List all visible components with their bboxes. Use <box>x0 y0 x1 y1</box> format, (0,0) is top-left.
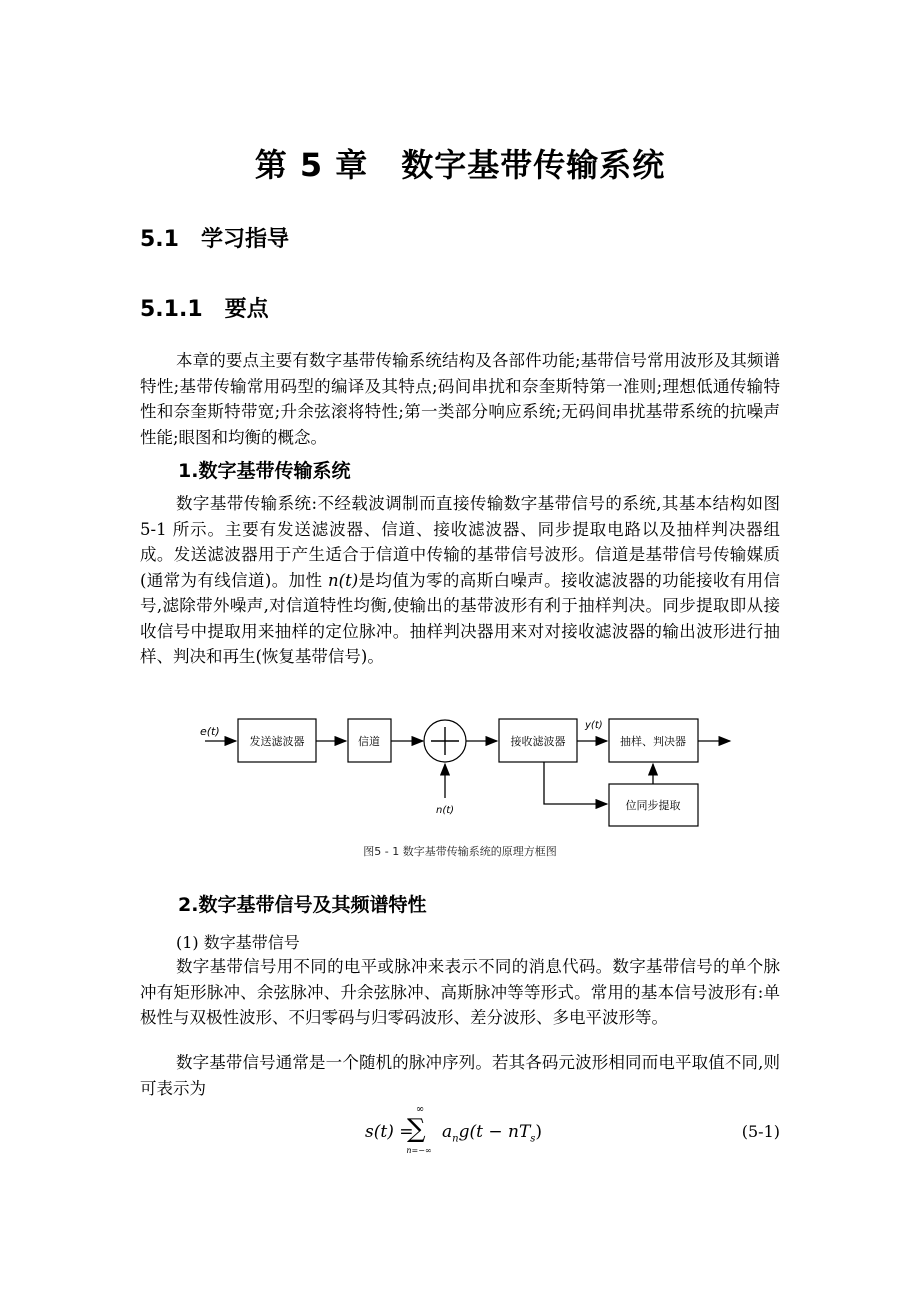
paragraph-signal-forms: 数字基带信号用不同的电平或脉冲来表示不同的消息代码。数字基带信号的单个脉冲有矩形脉冲、余弦脉冲、升余弦脉冲、高斯脉冲等等形式。常用的基本信号波形有:单极性与双极性波形、不归零码与归零码波形、差分波形、多电平波形等。 <box>140 957 780 1027</box>
equation-5-1 <box>360 1104 780 1158</box>
chapter-title: 第 5 章 数字基带传输系统 <box>254 146 666 184</box>
rx-filter-label: 接收滤波器 <box>510 735 566 748</box>
item-baseband-signal: (1) 数字基带信号 <box>176 933 300 952</box>
eq-lhs: s(t) = <box>365 1122 414 1142</box>
block-diagram <box>190 708 750 833</box>
eq-upper-limit: ∞ <box>415 1104 425 1115</box>
eq-sum-symbol: ∑ <box>407 1114 426 1144</box>
subsection-heading: 5.1.1 要点 <box>140 297 269 322</box>
p1-text-b: 是均值为零的高斯白噪声。接收滤波器的功能接收有用信号,滤除带外噪声,对信道特性均衡,使输出的基带波形有利于抽样判决。同步提取即从接收信号中提取用来抽样的定位脉冲。抽样判决器用来对对接收滤波器的输出波形进行抽样、判决和再生(恢复基带信号)。 <box>140 570 781 666</box>
decision-label: 抽样、判决器 <box>620 735 686 748</box>
figure-caption: 图5 - 1 数字基带传输系统的原理方框图 <box>363 845 557 858</box>
paragraph-system-description <box>140 491 780 670</box>
paragraph-random-pulse: 数字基带信号通常是一个随机的脉冲序列。若其各码元波形相同而电平取值不同,则可表示为 <box>140 1053 780 1098</box>
sync-label: 位同步提取 <box>625 799 681 812</box>
channel-label: 信道 <box>358 735 380 748</box>
heading-baseband-system: 1.数字基带传输系统 <box>178 460 351 482</box>
p1-text-a: 数字基带传输系统:不经载波调制而直接传输数字基带信号的系统,其基本结构如图 5-1 所示。主要有发送滤波器、信道、接收滤波器、同步提取电路以及抽样判决器组成。发送滤波器用于产生适合于信道中传输的基带信号波形。信道是基带信号传输媒质(通常为有线信道)。加性 <box>140 494 780 590</box>
output-y-label: y(t) <box>585 720 603 731</box>
arrow-rx-to-sync <box>544 762 607 804</box>
eq-a-sub: n <box>452 1133 459 1145</box>
eq-ts-sub: s <box>530 1133 536 1145</box>
section-heading: 5.1 学习指导 <box>140 227 289 252</box>
noise-label: n(t) <box>436 805 455 816</box>
eq-lower-limit: n=−∞ <box>406 1146 432 1155</box>
tx-filter-label: 发送滤波器 <box>249 735 305 748</box>
eq-a: a <box>442 1122 453 1142</box>
eq-g: g(t − nT <box>458 1122 531 1142</box>
intro-paragraph: 本章的要点主要有数字基带传输系统结构及各部件功能;基带信号常用波形及其频谱特性;基带传输常用码型的编译及其特点;码间串扰和奈奎斯特第一准则;理想低通传输特性和奈奎斯特带宽;升余弦滚将特性;第一类部分响应系统;无码间串扰基带系统的抗噪声性能;眼图和均衡的概念。 <box>140 351 780 447</box>
eq-coefficient <box>442 1122 542 1144</box>
heading-baseband-signal: 2.数字基带信号及其频谱特性 <box>178 894 427 916</box>
equation-number: (5-1) <box>741 1122 780 1141</box>
input-label: e(t) <box>200 725 220 738</box>
eq-close-paren: ) <box>535 1122 543 1142</box>
noise-symbol-inline: n(t) <box>328 570 359 590</box>
